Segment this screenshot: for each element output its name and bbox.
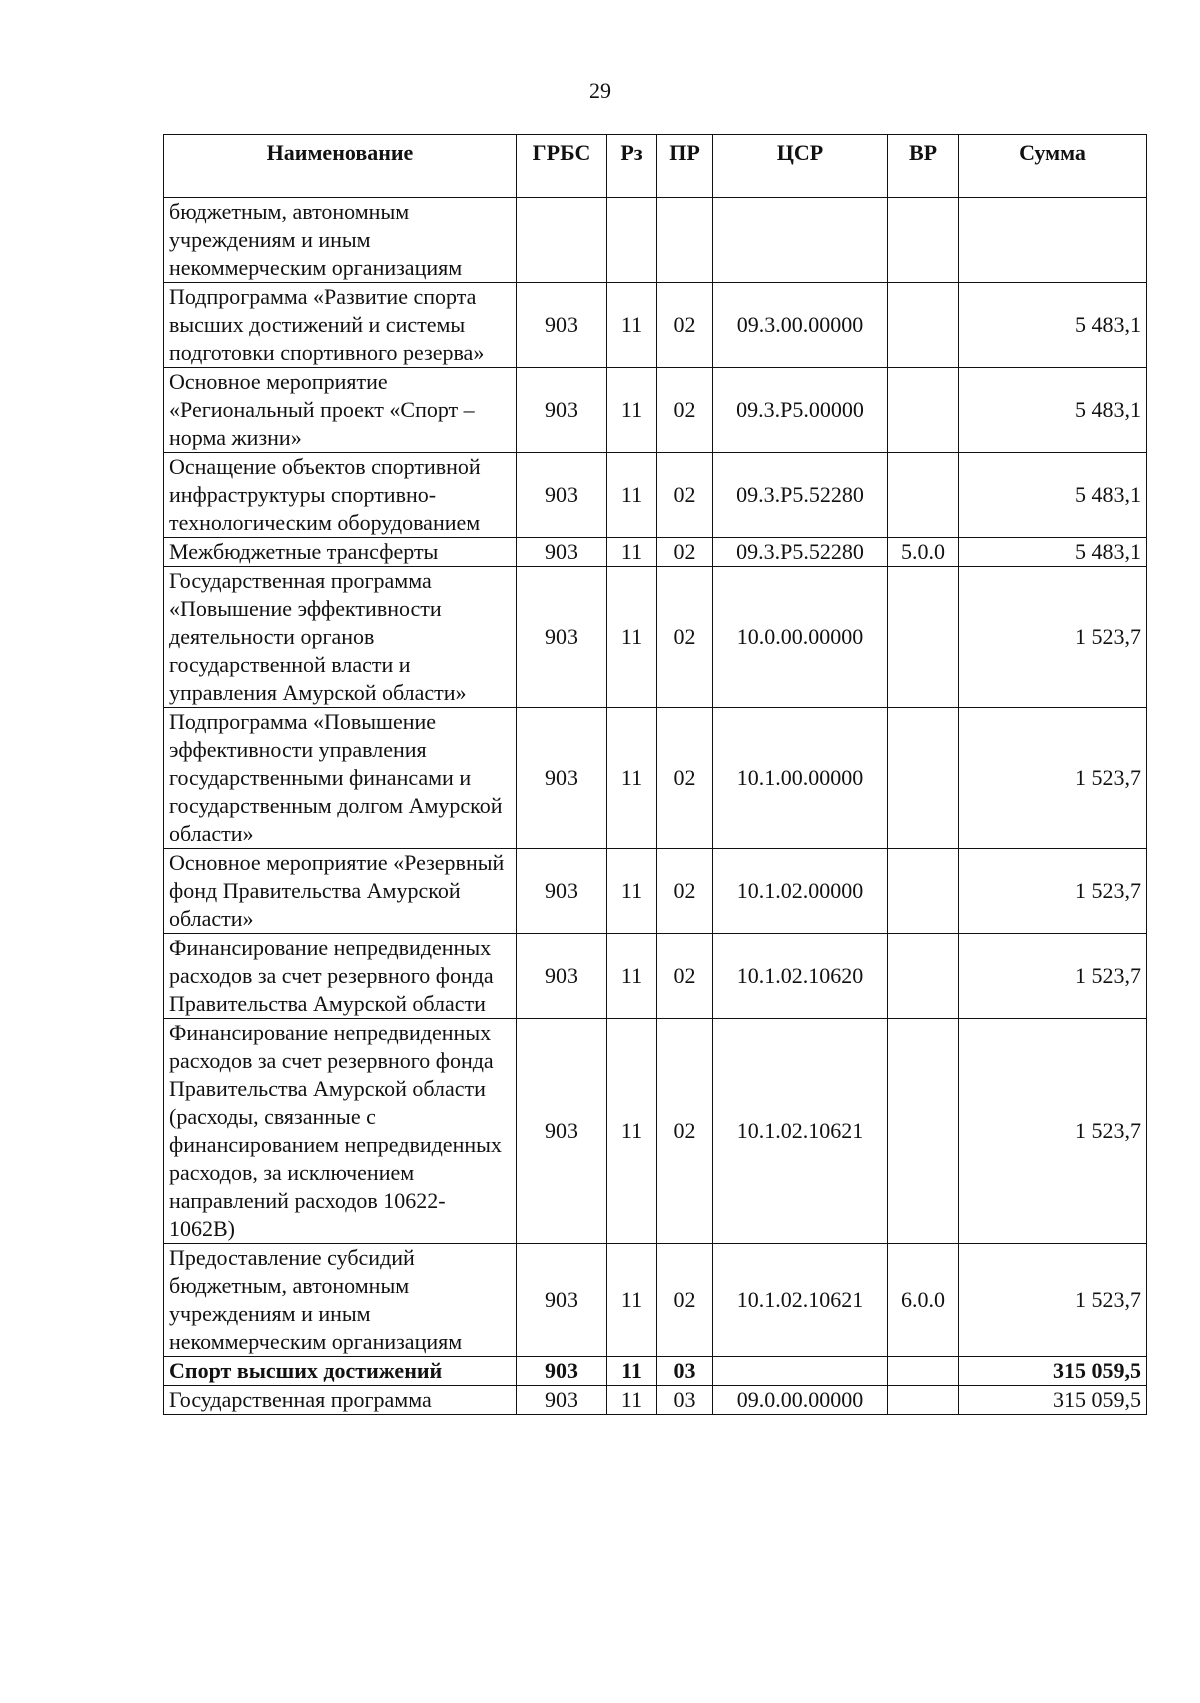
cell-vr: 5.0.0 [888, 538, 959, 567]
header-pr: ПР [657, 135, 713, 198]
cell-name: Государственная программа [164, 1386, 517, 1415]
cell-csr: 10.1.02.00000 [713, 849, 888, 934]
cell-grbs: 903 [517, 708, 607, 849]
cell-csr: 10.1.02.10620 [713, 934, 888, 1019]
table-row [164, 567, 1147, 708]
cell-csr: 10.1.02.10621 [713, 1019, 888, 1244]
cell-pr: 02 [657, 708, 713, 849]
cell-name: Основное мероприятие «Резервный фонд Правительства Амурской области» [164, 849, 517, 934]
header-vr: ВР [888, 135, 959, 198]
table-row [164, 453, 1147, 538]
cell-pr: 02 [657, 1244, 713, 1357]
table-row [164, 368, 1147, 453]
cell-name: Межбюджетные трансферты [164, 538, 517, 567]
cell-vr: 6.0.0 [888, 1244, 959, 1357]
budget-table [163, 134, 1147, 1415]
cell-grbs: 903 [517, 849, 607, 934]
cell-csr: 09.0.00.00000 [713, 1386, 888, 1415]
table-row [164, 708, 1147, 849]
cell-csr: 09.3.00.00000 [713, 283, 888, 368]
page-number: 29 [589, 78, 611, 103]
cell-rz: 11 [607, 1019, 657, 1244]
table-row [164, 1244, 1147, 1357]
header-csr: ЦСР [713, 135, 888, 198]
cell-vr [888, 1357, 959, 1386]
cell-grbs: 903 [517, 1019, 607, 1244]
cell-pr: 03 [657, 1386, 713, 1415]
cell-name: Подпрограмма «Повышение эффективности управления государственными финансами и государственным долгом Амурской области» [164, 708, 517, 849]
cell-name: Основное мероприятие «Региональный проект «Спорт – норма жизни» [164, 368, 517, 453]
cell-sum: 5 483,1 [959, 283, 1147, 368]
cell-sum [959, 198, 1147, 283]
table-row [164, 849, 1147, 934]
cell-pr: 02 [657, 934, 713, 1019]
header-name: Наименование [164, 135, 517, 198]
cell-csr: 09.3.P5.52280 [713, 538, 888, 567]
cell-pr: 02 [657, 1019, 713, 1244]
cell-csr [713, 1357, 888, 1386]
cell-sum: 1 523,7 [959, 1244, 1147, 1357]
cell-csr: 09.3.P5.00000 [713, 368, 888, 453]
cell-rz: 11 [607, 567, 657, 708]
cell-sum: 1 523,7 [959, 849, 1147, 934]
cell-vr [888, 368, 959, 453]
cell-grbs: 903 [517, 1386, 607, 1415]
cell-csr: 10.1.02.10621 [713, 1244, 888, 1357]
cell-grbs: 903 [517, 453, 607, 538]
cell-sum: 1 523,7 [959, 567, 1147, 708]
cell-name: Оснащение объектов спортивной инфраструктуры спортивно-технологическим оборудованием [164, 453, 517, 538]
cell-grbs: 903 [517, 283, 607, 368]
cell-sum: 1 523,7 [959, 708, 1147, 849]
cell-sum: 5 483,1 [959, 453, 1147, 538]
cell-vr [888, 1386, 959, 1415]
cell-rz: 11 [607, 283, 657, 368]
cell-rz: 11 [607, 1386, 657, 1415]
cell-vr [888, 849, 959, 934]
cell-csr: 10.0.00.00000 [713, 567, 888, 708]
header-grbs: ГРБС [517, 135, 607, 198]
table-row [164, 1357, 1147, 1386]
table-row [164, 198, 1147, 283]
cell-rz: 11 [607, 368, 657, 453]
cell-vr [888, 567, 959, 708]
cell-grbs: 903 [517, 934, 607, 1019]
table-row [164, 934, 1147, 1019]
cell-name: бюджетным, автономным учреждениям и иным некоммерческим организациям [164, 198, 517, 283]
cell-grbs: 903 [517, 1357, 607, 1386]
cell-grbs: 903 [517, 567, 607, 708]
cell-vr [888, 934, 959, 1019]
table-body [164, 198, 1147, 1415]
cell-vr [888, 198, 959, 283]
cell-sum: 1 523,7 [959, 934, 1147, 1019]
cell-name: Подпрограмма «Развитие спорта высших достижений и системы подготовки спортивного резерва» [164, 283, 517, 368]
table-row [164, 283, 1147, 368]
cell-sum: 1 523,7 [959, 1019, 1147, 1244]
cell-pr: 02 [657, 538, 713, 567]
table-row [164, 1386, 1147, 1415]
cell-rz: 11 [607, 538, 657, 567]
cell-grbs: 903 [517, 538, 607, 567]
cell-sum: 5 483,1 [959, 538, 1147, 567]
cell-vr [888, 708, 959, 849]
cell-vr [888, 1019, 959, 1244]
cell-vr [888, 453, 959, 538]
cell-name: Финансирование непредвиденных расходов за счет резервного фонда Правительства Амурской области (расходы, связанные с финансированием непредвиденных расходов, за исключением направлений расходов 10622-1062В) [164, 1019, 517, 1244]
header-rz: Рз [607, 135, 657, 198]
cell-sum: 315 059,5 [959, 1386, 1147, 1415]
cell-name: Спорт высших достижений [164, 1357, 517, 1386]
cell-rz: 11 [607, 934, 657, 1019]
cell-sum: 5 483,1 [959, 368, 1147, 453]
cell-pr: 02 [657, 453, 713, 538]
cell-csr: 09.3.P5.52280 [713, 453, 888, 538]
cell-pr: 02 [657, 368, 713, 453]
cell-name: Предоставление субсидий бюджетным, автономным учреждениям и иным некоммерческим организациям [164, 1244, 517, 1357]
cell-grbs [517, 198, 607, 283]
table-row [164, 538, 1147, 567]
table-header-row [164, 135, 1147, 198]
cell-rz [607, 198, 657, 283]
cell-pr: 02 [657, 849, 713, 934]
cell-vr [888, 283, 959, 368]
cell-grbs: 903 [517, 1244, 607, 1357]
cell-csr [713, 198, 888, 283]
cell-pr: 02 [657, 283, 713, 368]
cell-rz: 11 [607, 1244, 657, 1357]
header-sum: Сумма [959, 135, 1147, 198]
cell-grbs: 903 [517, 368, 607, 453]
table-row [164, 1019, 1147, 1244]
cell-csr: 10.1.00.00000 [713, 708, 888, 849]
cell-name: Финансирование непредвиденных расходов за счет резервного фонда Правительства Амурской области [164, 934, 517, 1019]
cell-rz: 11 [607, 453, 657, 538]
cell-pr: 02 [657, 567, 713, 708]
cell-sum: 315 059,5 [959, 1357, 1147, 1386]
cell-pr [657, 198, 713, 283]
cell-pr: 03 [657, 1357, 713, 1386]
cell-rz: 11 [607, 849, 657, 934]
cell-rz: 11 [607, 1357, 657, 1386]
cell-rz: 11 [607, 708, 657, 849]
cell-name: Государственная программа «Повышение эффективности деятельности органов государственной власти и управления Амурской области» [164, 567, 517, 708]
